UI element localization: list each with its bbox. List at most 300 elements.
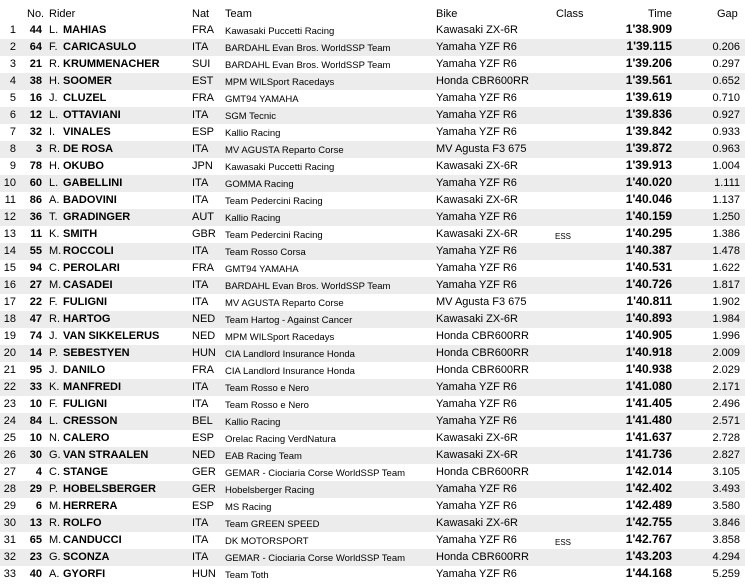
bike-cell: Yamaha YZF R6 [436, 211, 517, 223]
rider-initial-cell: R. [49, 58, 60, 70]
nationality-cell: HUN [192, 568, 216, 580]
position-cell: 2 [9, 41, 16, 53]
gap-cell: 3.580 [712, 500, 740, 512]
lap-time-cell: 1'39.206 [625, 56, 672, 70]
position-cell: 1 [9, 24, 16, 36]
gap-cell: 0.710 [712, 92, 740, 104]
rider-initial-cell: L. [49, 109, 59, 121]
table-row [0, 447, 745, 464]
rider-surname-cell: SMITH [63, 228, 98, 240]
header-nat: Nat [192, 8, 210, 20]
nationality-cell: ITA [192, 296, 209, 308]
table-row [0, 209, 745, 226]
rider-number-cell: 32 [29, 126, 42, 138]
position-cell: 17 [3, 296, 16, 308]
rider-number-cell: 27 [29, 279, 42, 291]
table-row [0, 481, 745, 498]
rider-initial-cell: F. [49, 41, 58, 53]
gap-cell: 0.652 [712, 75, 740, 87]
team-cell: Hobelsberger Racing [225, 485, 315, 496]
lap-time-cell: 1'41.405 [625, 396, 672, 410]
team-cell: MPM WILSport Racedays [225, 332, 335, 343]
nationality-cell: ITA [192, 381, 209, 393]
nationality-cell: JPN [192, 160, 213, 172]
table-row [0, 22, 745, 39]
position-cell: 23 [3, 398, 16, 410]
rider-initial-cell: M. [49, 245, 62, 257]
team-cell: CIA Landlord Insurance Honda [225, 349, 355, 360]
rider-number-cell: 38 [29, 75, 42, 87]
nationality-cell: FRA [192, 364, 214, 376]
team-cell: DK MOTORSPORT [225, 536, 309, 547]
rider-surname-cell: SEBESTYEN [63, 347, 130, 359]
rider-number-cell: 14 [29, 347, 42, 359]
rider-surname-cell: FULIGNI [63, 398, 107, 410]
position-cell: 20 [3, 347, 16, 359]
table-row [0, 73, 745, 90]
header-bike: Bike [436, 8, 458, 20]
table-row [0, 124, 745, 141]
rider-number-cell: 55 [29, 245, 42, 257]
team-cell: EAB Racing Team [225, 451, 302, 462]
table-row [0, 396, 745, 413]
bike-cell: Yamaha YZF R6 [436, 245, 517, 257]
rider-initial-cell: H. [49, 75, 60, 87]
team-cell: MV AGUSTA Reparto Corse [225, 145, 344, 156]
nationality-cell: ESP [192, 500, 215, 512]
lap-time-cell: 1'40.905 [625, 328, 672, 342]
rider-surname-cell: GABELLINI [63, 177, 123, 189]
lap-time-cell: 1'40.295 [625, 226, 672, 240]
nationality-cell: GBR [192, 228, 216, 240]
position-cell: 15 [3, 262, 16, 274]
position-cell: 16 [3, 279, 16, 291]
rider-surname-cell: CLUZEL [63, 92, 107, 104]
bike-cell: Yamaha YZF R6 [436, 415, 517, 427]
position-cell: 22 [3, 381, 16, 393]
rider-surname-cell: DE ROSA [63, 143, 114, 155]
team-cell: Team Hartog - Against Cancer [225, 315, 353, 326]
bike-cell: Kawasaki ZX-6R [436, 449, 518, 461]
lap-time-cell: 1'39.842 [625, 124, 672, 138]
rider-surname-cell: STANGE [63, 466, 109, 478]
bike-cell: MV Agusta F3 675 [436, 296, 527, 308]
team-cell: GMT94 YAMAHA [225, 94, 299, 105]
rider-initial-cell: R. [49, 143, 60, 155]
rider-number-cell: 44 [29, 24, 42, 36]
rider-number-cell: 60 [29, 177, 42, 189]
position-cell: 7 [9, 126, 16, 138]
position-cell: 9 [9, 160, 16, 172]
rider-number-cell: 65 [29, 534, 42, 546]
rider-number-cell: 33 [29, 381, 42, 393]
rider-initial-cell: C. [49, 466, 60, 478]
table-row [0, 107, 745, 124]
bike-cell: Yamaha YZF R6 [436, 126, 517, 138]
rider-surname-cell: CANDUCCI [63, 534, 122, 546]
nationality-cell: GER [192, 466, 216, 478]
gap-cell: 2.571 [712, 415, 740, 427]
table-row [0, 413, 745, 430]
rider-initial-cell: P. [49, 347, 58, 359]
bike-cell: Yamaha YZF R6 [436, 279, 517, 291]
nationality-cell: ITA [192, 551, 209, 563]
rider-surname-cell: VINALES [63, 126, 111, 138]
table-row [0, 379, 745, 396]
gap-cell: 1.250 [712, 211, 740, 223]
nationality-cell: NED [192, 330, 216, 342]
bike-cell: MV Agusta F3 675 [436, 143, 527, 155]
position-cell: 28 [3, 483, 16, 495]
rider-surname-cell: GYORFI [63, 568, 106, 580]
team-cell: Kawasaki Puccetti Racing [225, 26, 335, 37]
gap-cell: 3.105 [712, 466, 740, 478]
gap-cell: 1.478 [712, 245, 740, 257]
position-cell: 26 [3, 449, 16, 461]
rider-surname-cell: FULIGNI [63, 296, 107, 308]
rider-number-cell: 74 [29, 330, 42, 342]
nationality-cell: ITA [192, 279, 209, 291]
rider-number-cell: 23 [29, 551, 42, 563]
lap-time-cell: 1'40.020 [625, 175, 672, 189]
rider-surname-cell: MANFREDI [63, 381, 122, 393]
nationality-cell: ITA [192, 41, 209, 53]
nationality-cell: HUN [192, 347, 216, 359]
rider-surname-cell: CRESSON [63, 415, 118, 427]
position-cell: 25 [3, 432, 16, 444]
nationality-cell: FRA [192, 92, 214, 104]
header-no: No. [27, 8, 45, 20]
lap-time-cell: 1'39.872 [625, 141, 672, 155]
table-row [0, 192, 745, 209]
gap-cell: 3.858 [712, 534, 740, 546]
team-cell: Kallio Racing [225, 417, 281, 428]
rider-number-cell: 11 [30, 228, 42, 240]
rider-surname-cell: CALERO [63, 432, 110, 444]
rider-initial-cell: P. [49, 483, 58, 495]
lap-time-cell: 1'40.726 [625, 277, 672, 291]
position-cell: 12 [3, 211, 16, 223]
table-row [0, 430, 745, 447]
rider-initial-cell: A. [49, 194, 60, 206]
nationality-cell: ITA [192, 109, 209, 121]
rider-initial-cell: K. [49, 228, 60, 240]
lap-time-cell: 1'40.387 [625, 243, 672, 257]
team-cell: SGM Tecnic [225, 111, 277, 122]
position-cell: 6 [9, 109, 16, 121]
rider-initial-cell: K. [49, 381, 60, 393]
team-cell: Team Pedercini Racing [225, 230, 323, 241]
nationality-cell: ITA [192, 143, 209, 155]
class-cell: ESS [555, 538, 572, 547]
rider-surname-cell: DANILO [63, 364, 106, 376]
team-cell: Team Pedercini Racing [225, 196, 323, 207]
rider-number-cell: 6 [35, 500, 42, 512]
rider-initial-cell: J. [49, 330, 58, 342]
bike-cell: Kawasaki ZX-6R [436, 160, 518, 172]
rider-number-cell: 21 [29, 58, 42, 70]
lap-time-cell: 1'41.736 [625, 447, 672, 461]
rider-surname-cell: HARTOG [63, 313, 111, 325]
rider-initial-cell: G. [49, 551, 61, 563]
table-row [0, 532, 745, 549]
nationality-cell: ESP [192, 432, 215, 444]
position-cell: 21 [3, 364, 16, 376]
team-cell: MPM WILSport Racedays [225, 77, 335, 88]
lap-time-cell: 1'44.168 [625, 566, 672, 580]
lap-time-cell: 1'41.480 [625, 413, 672, 427]
lap-time-cell: 1'40.159 [625, 209, 672, 223]
table-row [0, 175, 745, 192]
table-row [0, 498, 745, 515]
bike-cell: Yamaha YZF R6 [436, 92, 517, 104]
bike-cell: Kawasaki ZX-6R [436, 313, 518, 325]
lap-time-cell: 1'41.080 [625, 379, 672, 393]
rider-number-cell: 94 [29, 262, 42, 274]
rider-initial-cell: J. [49, 364, 58, 376]
rider-initial-cell: F. [49, 398, 58, 410]
nationality-cell: NED [192, 449, 216, 461]
rider-number-cell: 3 [35, 143, 42, 155]
rider-initial-cell: L. [49, 415, 59, 427]
position-cell: 29 [3, 500, 16, 512]
rider-number-cell: 4 [35, 466, 42, 478]
gap-cell: 0.933 [712, 126, 740, 138]
gap-cell: 1.137 [712, 194, 740, 206]
rider-surname-cell: HERRERA [63, 500, 118, 512]
rider-surname-cell: MAHIAS [63, 24, 107, 36]
rider-surname-cell: OKUBO [63, 160, 104, 172]
bike-cell: Honda CBR600RR [436, 466, 529, 478]
rider-number-cell: 47 [29, 313, 42, 325]
team-cell: Kallio Racing [225, 213, 281, 224]
rider-initial-cell: I. [49, 126, 56, 138]
table-row [0, 464, 745, 481]
gap-cell: 4.294 [712, 551, 740, 563]
gap-cell: 1.984 [712, 313, 740, 325]
rider-number-cell: 10 [29, 432, 42, 444]
team-cell: Team Rosso Corsa [225, 247, 306, 258]
bike-cell: Honda CBR600RR [436, 330, 529, 342]
team-cell: Team GREEN SPEED [225, 519, 320, 530]
nationality-cell: FRA [192, 24, 214, 36]
rider-surname-cell: ROCCOLI [63, 245, 114, 257]
position-cell: 11 [4, 194, 16, 206]
team-cell: BARDAHL Evan Bros. WorldSSP Team [225, 43, 391, 54]
team-cell: MS Racing [225, 502, 272, 513]
rider-initial-cell: F. [49, 296, 58, 308]
bike-cell: Yamaha YZF R6 [436, 58, 517, 70]
team-cell: BARDAHL Evan Bros. WorldSSP Team [225, 281, 391, 292]
gap-cell: 3.846 [712, 517, 740, 529]
team-cell: GOMMA Racing [225, 179, 294, 190]
table-row [0, 515, 745, 532]
table-row [0, 243, 745, 260]
lap-time-cell: 1'42.489 [625, 498, 672, 512]
gap-cell: 0.206 [712, 41, 740, 53]
position-cell: 4 [9, 75, 16, 87]
table-row [0, 345, 745, 362]
bike-cell: Kawasaki ZX-6R [436, 24, 518, 36]
header-class: Class [556, 8, 584, 20]
nationality-cell: ITA [192, 398, 209, 410]
bike-cell: Yamaha YZF R6 [436, 568, 517, 580]
lap-time-cell: 1'42.402 [625, 481, 672, 495]
lap-time-cell: 1'39.115 [626, 39, 672, 53]
gap-cell: 1.622 [712, 262, 740, 274]
nationality-cell: GER [192, 483, 216, 495]
gap-cell: 1.004 [712, 160, 740, 172]
rider-initial-cell: L. [49, 177, 59, 189]
rider-number-cell: 78 [29, 160, 42, 172]
rider-number-cell: 64 [29, 41, 42, 53]
bike-cell: Kawasaki ZX-6R [436, 228, 518, 240]
lap-time-cell: 1'40.918 [625, 345, 672, 359]
position-cell: 13 [3, 228, 16, 240]
rider-number-cell: 16 [29, 92, 42, 104]
rider-surname-cell: OTTAVIANI [63, 109, 121, 121]
rider-number-cell: 22 [29, 296, 42, 308]
table-row [0, 90, 745, 107]
rider-number-cell: 13 [29, 517, 42, 529]
rider-surname-cell: CARICASULO [63, 41, 137, 53]
rider-number-cell: 40 [29, 568, 42, 580]
rider-surname-cell: CASADEI [63, 279, 113, 291]
team-cell: BARDAHL Evan Bros. WorldSSP Team [225, 60, 391, 71]
table-header [0, 0, 745, 22]
rider-initial-cell: M. [49, 279, 62, 291]
nationality-cell: ITA [192, 177, 209, 189]
table-row [0, 260, 745, 277]
position-cell: 24 [3, 415, 16, 427]
rider-surname-cell: GRADINGER [63, 211, 131, 223]
team-cell: Orelac Racing VerdNatura [225, 434, 336, 445]
lap-time-cell: 1'42.014 [625, 464, 672, 478]
rider-initial-cell: M. [49, 534, 62, 546]
nationality-cell: BEL [192, 415, 213, 427]
rider-number-cell: 36 [29, 211, 42, 223]
bike-cell: Yamaha YZF R6 [436, 177, 517, 189]
gap-cell: 1.996 [712, 330, 740, 342]
rider-number-cell: 95 [29, 364, 42, 376]
team-cell: GEMAR - Ciociaria Corse WorldSSP Team [225, 553, 406, 564]
header-team: Team [225, 8, 252, 20]
position-cell: 18 [3, 313, 16, 325]
team-cell: Team Toth [225, 570, 269, 581]
rider-surname-cell: VAN STRAALEN [63, 449, 149, 461]
rider-number-cell: 12 [29, 109, 42, 121]
position-cell: 19 [3, 330, 16, 342]
rider-initial-cell: G. [49, 449, 61, 461]
gap-cell: 1.817 [712, 279, 740, 291]
lap-time-cell: 1'40.811 [626, 294, 672, 308]
gap-cell: 2.827 [712, 449, 740, 461]
position-cell: 8 [9, 143, 16, 155]
gap-cell: 1.386 [712, 228, 740, 240]
rider-surname-cell: ROLFO [63, 517, 102, 529]
gap-cell: 2.496 [712, 398, 740, 410]
lap-time-cell: 1'41.637 [625, 430, 672, 444]
rider-initial-cell: R. [49, 517, 60, 529]
gap-cell: 0.297 [712, 58, 740, 70]
team-cell: Team Rosso e Nero [225, 400, 309, 411]
rider-surname-cell: PEROLARI [63, 262, 120, 274]
gap-cell: 2.029 [712, 364, 740, 376]
bike-cell: Kawasaki ZX-6R [436, 432, 518, 444]
nationality-cell: ITA [192, 194, 209, 206]
rider-initial-cell: M. [49, 500, 62, 512]
lap-time-cell: 1'39.561 [625, 73, 672, 87]
results-table [0, 22, 745, 583]
nationality-cell: SUI [192, 58, 211, 70]
gap-cell: 1.111 [714, 177, 740, 189]
gap-cell: 5.259 [712, 568, 740, 580]
lap-time-cell: 1'42.755 [625, 515, 672, 529]
position-cell: 30 [3, 517, 16, 529]
lap-time-cell: 1'40.893 [625, 311, 672, 325]
lap-time-cell: 1'38.909 [625, 22, 672, 36]
header-rider: Rider [49, 8, 76, 20]
position-cell: 5 [9, 92, 16, 104]
table-row [0, 362, 745, 379]
bike-cell: Yamaha YZF R6 [436, 483, 517, 495]
team-cell: Team Rosso e Nero [225, 383, 309, 394]
rider-surname-cell: SCONZA [63, 551, 110, 563]
rider-number-cell: 10 [29, 398, 42, 410]
team-cell: GEMAR - Ciociaria Corse WorldSSP Team [225, 468, 406, 479]
lap-time-cell: 1'40.938 [625, 362, 672, 376]
gap-cell: 2.171 [712, 381, 740, 393]
gap-cell: 0.963 [712, 143, 740, 155]
nationality-cell: ITA [192, 517, 209, 529]
bike-cell: Honda CBR600RR [436, 75, 529, 87]
table-row [0, 549, 745, 566]
position-cell: 27 [3, 466, 16, 478]
bike-cell: Kawasaki ZX-6R [436, 517, 518, 529]
lap-time-cell: 1'40.046 [625, 192, 672, 206]
team-cell: CIA Landlord Insurance Honda [225, 366, 355, 377]
class-cell: ESS [555, 232, 572, 241]
rider-number-cell: 30 [29, 449, 42, 461]
rider-initial-cell: H. [49, 160, 60, 172]
lap-time-cell: 1'40.531 [625, 260, 672, 274]
header-time: Time [648, 8, 673, 20]
rider-surname-cell: SOOMER [63, 75, 112, 87]
rider-initial-cell: N. [49, 432, 60, 444]
table-row [0, 158, 745, 175]
table-row [0, 566, 745, 583]
bike-cell: Honda CBR600RR [436, 364, 529, 376]
team-cell: GMT94 YAMAHA [225, 264, 299, 275]
position-cell: 10 [3, 177, 16, 189]
bike-cell: Kawasaki ZX-6R [436, 194, 518, 206]
gap-cell: 0.927 [712, 109, 740, 121]
gap-cell: 2.728 [712, 432, 740, 444]
position-cell: 31 [3, 534, 16, 546]
rider-surname-cell: BADOVINI [63, 194, 117, 206]
bike-cell: Yamaha YZF R6 [436, 41, 517, 53]
table-row [0, 311, 745, 328]
header-gap: Gap [717, 8, 738, 20]
bike-cell: Yamaha YZF R6 [436, 262, 517, 274]
rider-initial-cell: T. [49, 211, 58, 223]
position-cell: 33 [3, 568, 16, 580]
gap-cell: 1.902 [712, 296, 740, 308]
bike-cell: Yamaha YZF R6 [436, 381, 517, 393]
lap-time-cell: 1'42.767 [625, 532, 672, 546]
nationality-cell: NED [192, 313, 216, 325]
rider-initial-cell: R. [49, 313, 60, 325]
